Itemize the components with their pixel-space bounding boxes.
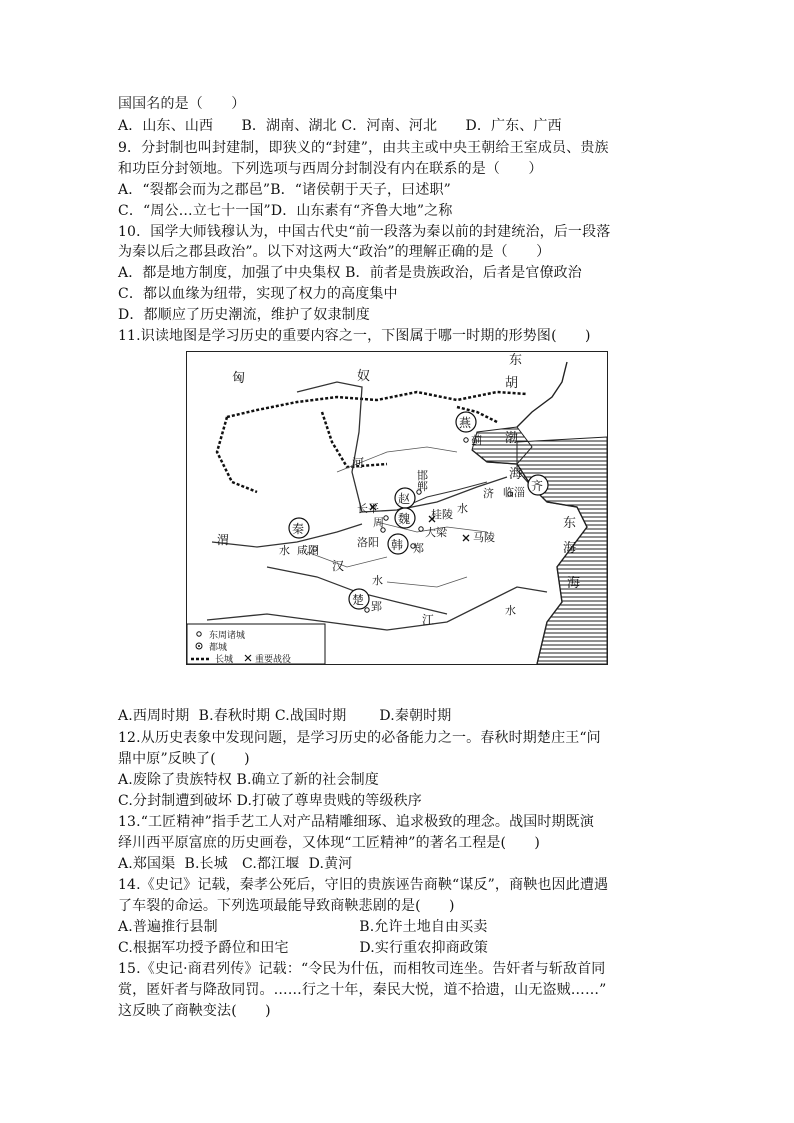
text-line-24: C.根据军功授予爵位和田宅 D.实行重农抑商政策 [118, 940, 489, 956]
city-daliang: 大梁 [425, 526, 447, 539]
city-guiling: 桂陵 [431, 508, 453, 521]
region-dong: 东 [509, 353, 523, 368]
text-line-2: A．山东、山西 B．湖南、湖北 C．河南、河北 D．广东、广西 [118, 118, 562, 134]
region-hai-3: 海 [567, 576, 581, 591]
text-line-11: D．都顺应了历史潮流，维护了奴隶制度 [118, 307, 370, 323]
text-line-25: 15.《史记·商君列传》记载：“令民为什伍，而相牧司连坐。告奸者与斩敌首同 [118, 961, 606, 977]
text-line-9: A．都是地方制度，加强了中央集权 B．前者是贵族政治，后者是官僚政治 [118, 265, 582, 281]
text-line-15: 鼎中原”反映了( ) [118, 751, 250, 767]
city-luoyang: 洛阳 [357, 536, 379, 549]
city-ji: 蓟 [471, 434, 482, 447]
text-line-6: C．“周公…立七十一国”D．山东素有“齐鲁大地”之称 [118, 203, 453, 219]
svg-text:赵: 赵 [398, 492, 411, 506]
text-line-3: 9．分封制也叫封建制，即狭义的“封建”，由共主或中央王朝给王室成员、贵族 [118, 140, 609, 156]
state-wei [395, 508, 415, 528]
warring-states-map [186, 351, 608, 665]
region-dong-2: 东 [563, 516, 577, 531]
river-jiang: 江 [422, 613, 435, 627]
svg-text:楚: 楚 [352, 593, 365, 607]
river-wei-shui: 水 [279, 544, 290, 557]
svg-text:长城: 长城 [215, 655, 234, 664]
text-line-7: 10．国学大师钱穆认为，中国古代史“前一段落为秦以前的封建统治，后一段落 [118, 224, 611, 240]
region-hai-1: 海 [509, 467, 523, 482]
state-chu [349, 589, 369, 609]
river-han: 汉 [332, 559, 345, 573]
svg-text:东周诸城: 东周诸城 [209, 631, 246, 641]
sea-area [517, 437, 607, 664]
city-ying: 郢 [371, 600, 382, 613]
svg-text:魏: 魏 [398, 512, 411, 526]
svg-text:韩: 韩 [391, 538, 404, 552]
text-line-23: A.普遍推行县制 B.允许土地自由买卖 [118, 919, 488, 935]
text-line-8: 为秦以后之郡县政治”。以下对这两大“政治”的理解正确的是（ ） [118, 244, 551, 260]
great-wall-west [217, 417, 257, 492]
city-dan: 郸 [417, 480, 428, 493]
river-he: 河 [352, 456, 365, 470]
river-jiang-shui: 水 [505, 604, 516, 617]
city-linzi: 临淄 [503, 486, 525, 499]
text-line-20: A.郑国渠 B.长城 C.都江堰 D.黄河 [118, 856, 353, 872]
state-yan [456, 412, 476, 432]
text-line-27: 这反映了商鞅变法( ) [118, 1003, 271, 1019]
text-line-26: 赏，匿奸者与降敌同罚。……行之十年，秦民大悦，道不拾遗，山无盗贼……” [118, 982, 607, 998]
city-xianyang: 咸阳 [297, 544, 319, 557]
text-line-13: A.西周时期 B.春秋时期 C.战国时期 D.秦朝时期 [118, 708, 452, 724]
text-line-22: 了车裂的命运。下列选项最能导致商鞅悲剧的是( ) [118, 898, 455, 914]
river-han-shui: 水 [372, 574, 383, 587]
region-xiong: 匈 [232, 371, 246, 386]
city-zheng: 郑 [413, 542, 424, 555]
text-line-16: A.废除了贵族特权 B.确立了新的社会制度 [118, 772, 379, 788]
state-han [388, 534, 408, 554]
map-legend [187, 624, 325, 664]
text-line-17: C.分封制遭到破坏 D.打破了尊卑贵贱的等级秩序 [118, 793, 422, 809]
svg-text:都城: 都城 [209, 643, 228, 653]
text-line-21: 14.《史记》记载，秦孝公死后，守旧的贵族诬告商鞅“谋反”，商鞅也因此遭遇 [118, 877, 609, 893]
city-ji-river: 济 [483, 487, 494, 500]
text-line-12: 11.识读地图是学习历史的重要内容之一，下图属于哪一时期的形势图( ) [118, 328, 591, 344]
text-line-14: 12.从历史表象中发现问题，是学习历史的必备能力之一。春秋时期楚庄王“问 [118, 730, 601, 746]
text-line-5: A．“裂都会而为之郡邑”B．“诸侯朝于天子，曰述职” [118, 182, 451, 198]
city-maling: 马陵 [473, 531, 495, 544]
svg-text:秦: 秦 [292, 522, 305, 536]
text-line-4: 和功臣分封领地。下列选项与西周分封制没有内在联系的是（ ） [118, 161, 543, 177]
battle-icons [370, 504, 469, 541]
svg-text:齐: 齐 [531, 479, 544, 493]
city-han: 邯 [417, 469, 428, 482]
text-line-19: 绎川西平原富庶的历史画卷，又体现“工匠精神”的著名工程是( ) [118, 835, 541, 851]
state-qi [528, 475, 548, 495]
region-nu: 奴 [357, 369, 371, 384]
text-line-10: C．都以血缘为纽带，实现了权力的高度集中 [118, 286, 398, 302]
text-line-1: 国国名的是（ ） [118, 96, 246, 112]
region-bo: 渤 [505, 431, 519, 446]
river-he-shui: 水 [457, 502, 468, 515]
region-hai-2: 海 [563, 541, 577, 556]
svg-text:燕: 燕 [459, 416, 472, 430]
text-line-18: 13.“工匠精神”指手艺工人对产品精雕细琢、追求极致的理念。战国时期既演 [118, 814, 594, 830]
river-wei: 渭 [217, 533, 230, 547]
region-hu: 胡 [505, 376, 519, 391]
svg-text:重要战役: 重要战役 [255, 655, 292, 664]
city-changping: 长平 [357, 502, 379, 515]
city-zhou: 周 [373, 516, 384, 529]
state-qin [289, 518, 309, 538]
state-zhao [395, 488, 415, 508]
